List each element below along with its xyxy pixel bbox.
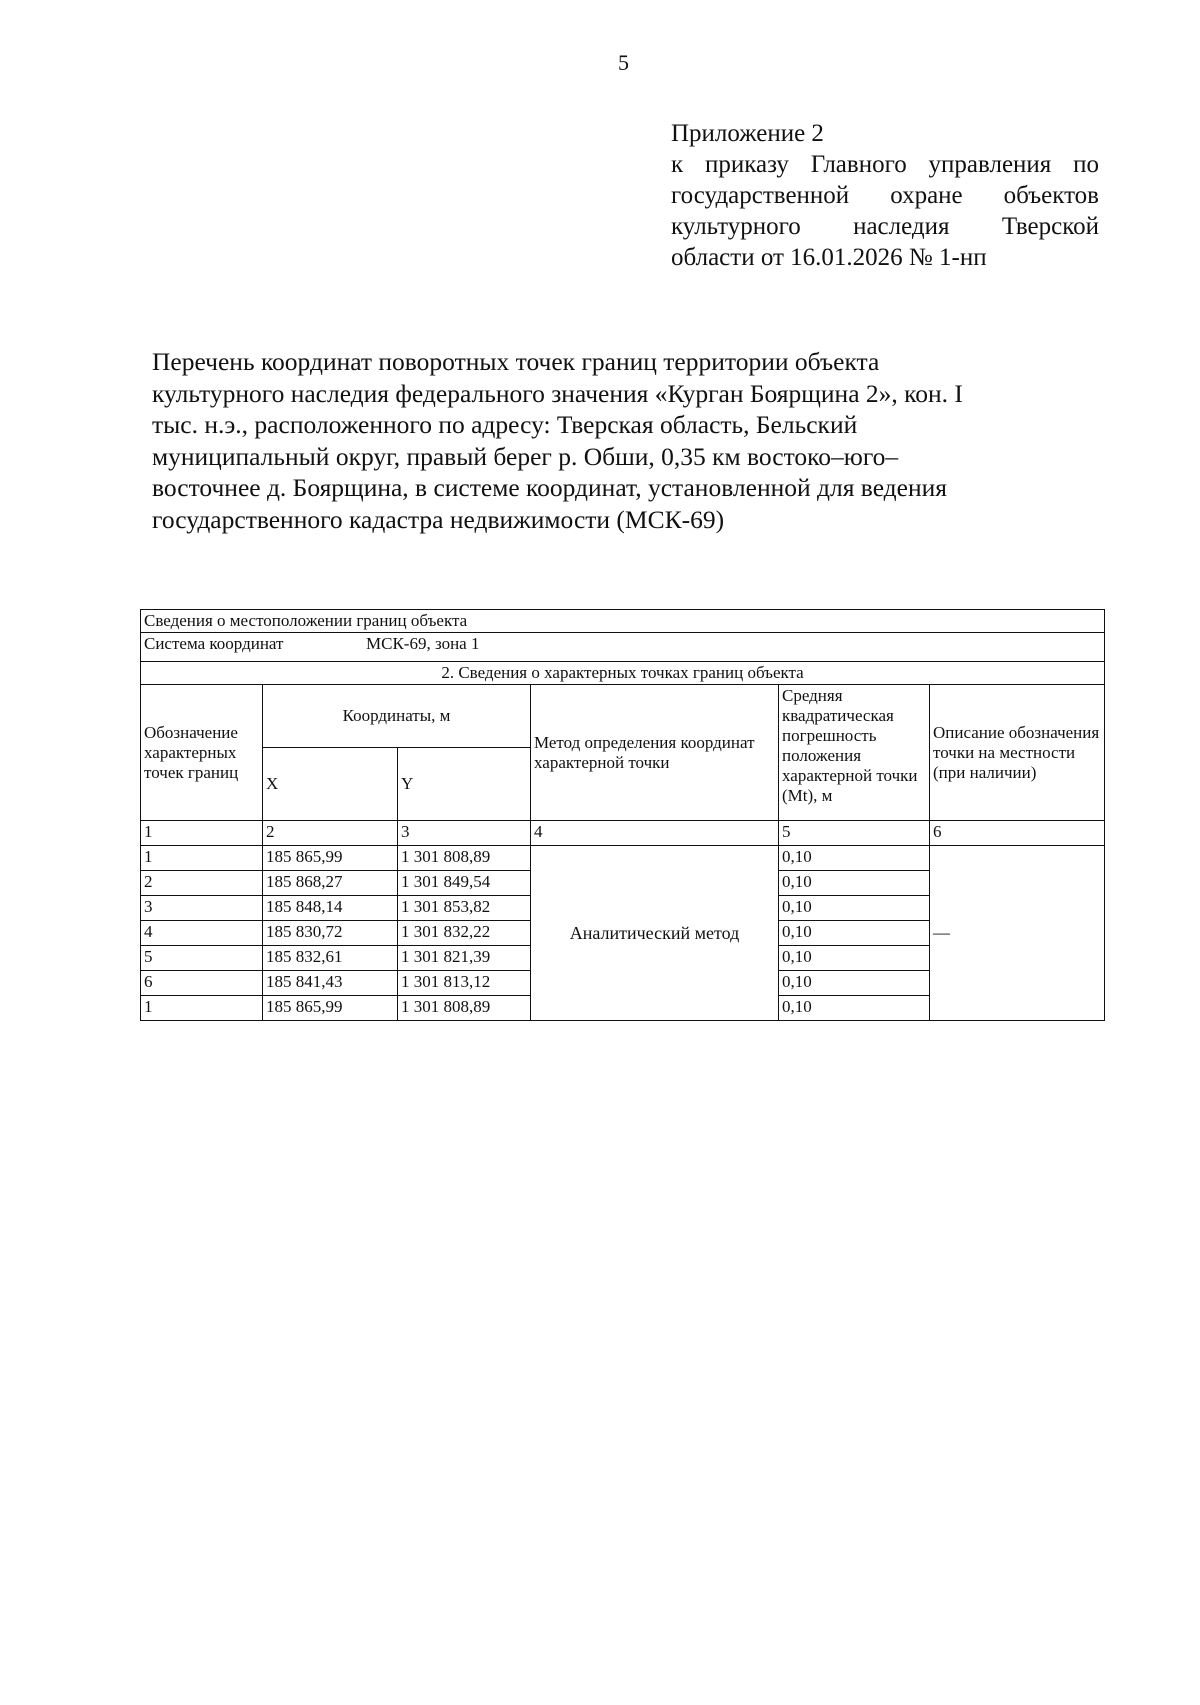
appendix-line: к приказу Главного управления по: [671, 151, 1099, 178]
document-title: [152, 346, 1082, 535]
error-value: 0,10: [779, 921, 930, 946]
error-value: 0,10: [779, 846, 930, 871]
column-number-row: [141, 821, 1105, 846]
header-point: Обозначение характерных точек границ: [141, 685, 263, 821]
point-id: 1: [141, 846, 263, 871]
x-value: 185 830,72: [263, 921, 398, 946]
page-number: 5: [618, 50, 629, 75]
table-row: [141, 846, 1105, 871]
y-value: 1 301 853,82: [398, 896, 531, 921]
column-number: 3: [398, 821, 531, 846]
appendix-line: области от 16.01.2026 № 1-нп: [671, 244, 987, 271]
point-id: 3: [141, 896, 263, 921]
error-value: 0,10: [779, 996, 930, 1021]
header-coordinates: Координаты, м: [263, 685, 531, 748]
error-value: 0,10: [779, 971, 930, 996]
coord-system-row: [141, 633, 1105, 662]
header-error: Средняя квадратическая погрешность положения характерной точки (Mt), м: [779, 685, 930, 821]
x-value: 185 868,27: [263, 871, 398, 896]
header-method: Метод определения координат характерной точки: [531, 685, 779, 821]
x-value: 185 865,99: [263, 846, 398, 871]
description-value: —: [930, 846, 1105, 1021]
section-location-heading: Сведения о местоположении границ объекта: [141, 610, 1105, 633]
x-value: 185 832,61: [263, 946, 398, 971]
point-id: 4: [141, 921, 263, 946]
header-x: X: [263, 748, 398, 821]
x-value: 185 841,43: [263, 971, 398, 996]
point-id: 1: [141, 996, 263, 1021]
error-value: 0,10: [779, 896, 930, 921]
y-value: 1 301 832,22: [398, 921, 531, 946]
x-value: 185 865,99: [263, 996, 398, 1021]
point-id: 5: [141, 946, 263, 971]
title-line: государственного кадастра недвижимости (МСК-69): [152, 504, 725, 534]
title-line: муниципальный округ, правый берег р. Обши, 0,35 км востоко–юго–: [152, 441, 899, 471]
error-value: 0,10: [779, 946, 930, 971]
column-number: 5: [779, 821, 930, 846]
point-id: 2: [141, 871, 263, 896]
header-description: Описание обозначения точки на местности (при наличии): [930, 685, 1105, 821]
appendix-line: Приложение 2: [671, 120, 824, 147]
error-value: 0,10: [779, 871, 930, 896]
appendix-line: государственной охране объектов: [671, 182, 1099, 209]
title-line: Перечень координат поворотных точек границ территории объекта: [152, 347, 880, 376]
point-id: 6: [141, 971, 263, 996]
y-value: 1 301 813,12: [398, 971, 531, 996]
column-number: 4: [531, 821, 779, 846]
header-y: Y: [398, 748, 531, 821]
column-number: 1: [141, 821, 263, 846]
x-value: 185 848,14: [263, 896, 398, 921]
column-number: 6: [930, 821, 1105, 846]
coord-system-value: МСК-69, зона 1: [366, 634, 480, 653]
appendix-line: культурного наследия Тверской: [671, 213, 1099, 240]
y-value: 1 301 808,89: [398, 996, 531, 1021]
title-line: культурного наследия федерального значения «Курган Боярщина 2», кон. I: [152, 378, 963, 408]
appendix-header: [671, 118, 1099, 273]
coord-system-label: Система координат: [144, 634, 284, 653]
method-value: Аналитический метод: [531, 846, 779, 1021]
y-value: 1 301 821,39: [398, 946, 531, 971]
title-line: восточнее д. Боярщина, в системе координат, установленной для ведения: [152, 473, 947, 502]
section-points-heading: 2. Сведения о характерных точках границ объекта: [141, 662, 1105, 685]
title-line: тыс. н.э., расположенного по адресу: Тверская область, Бельский: [152, 410, 858, 439]
coordinates-table: [140, 609, 1105, 1021]
y-value: 1 301 849,54: [398, 871, 531, 896]
y-value: 1 301 808,89: [398, 846, 531, 871]
column-number: 2: [263, 821, 398, 846]
